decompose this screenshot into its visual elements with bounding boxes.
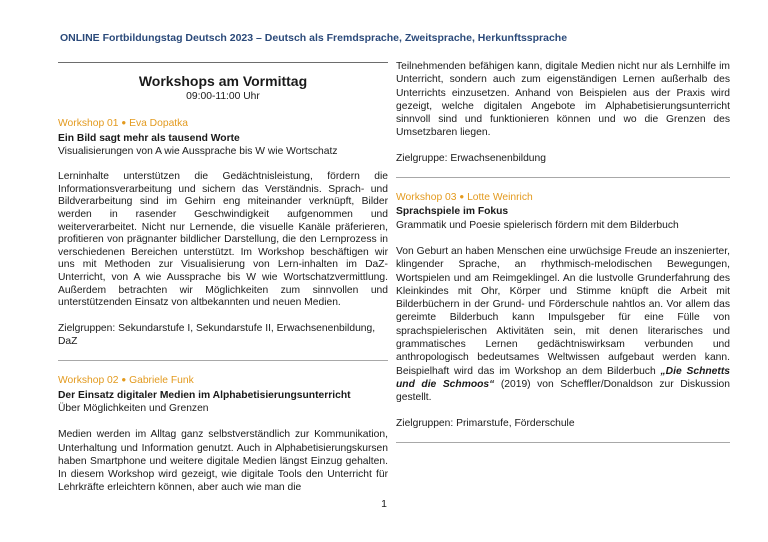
section-divider	[58, 360, 388, 361]
page-number: 1	[381, 498, 387, 510]
workshop-description: Lerninhalte unterstützen die Gedächtnisleistung, fördern die Informationsverarbeitung und sichern das Verständnis. Sprach- und Bildverarbeitung sind im Gehirn eng miteinander verknüpft, Bilder werden in rasender Geschwindigkeit aufgenommen und weiterverarbeitet. Nicht nur Lernende, die visuelle Kanäle präferieren, profitieren von prägnanter bildlicher Darstellung, die den Lernprozess in verschiedenen Bereichen unterstützt. Im Workshop beschäftigen wir uns mit Methoden zur Visualisierung von Lern-inhalten im DaZ-Unterricht, von A wie Aussprache bis W wie Wortschatzvermittlung. Außerdem betrachten wir Möglichkeiten zum sinnvollen und unterstützenden Einsatz von altbekannten und neuen Medien.	[58, 171, 388, 309]
workshop-title: Ein Bild sagt mehr als tausend Worte	[58, 132, 240, 144]
workshop-subtitle: Visualisierungen von A wie Aussprache bis W wie Wortschatz	[58, 145, 338, 157]
section-time: 09:00-11:00 Uhr	[186, 91, 260, 102]
description-text: Von Geburt an haben Menschen eine urwüchsige Freude an inszenierter, klingender Sprache, an rhythmisch-melodischen Bewegungen, Wortspielen und am Reimgeklingel. An die lustvolle Grunderfahrung des Kleinkindes mit Ohr, Körper und Stimme knüpft die Arbeit mit Bilderbüchern in der Grund- und Förderschule nahtlos an. Vor allem das gereimte Bilderbuch kann Impulsgeber für eine Fülle von sprachspielerischen Aktivitäten sein, mit denen literarisches und grammatisches Lernen gedächtniswirksam verbunden und anthropologisch bedeutsames Weltwissen aufgebaut werden kann. Beispielhaft wird das im Workshop an dem Bilderbuch	[396, 245, 730, 377]
workshop-03	[396, 190, 730, 430]
workshop-subtitle: Grammatik und Poesie spielerisch fördern mit dem Bilderbuch	[396, 219, 679, 231]
right-column	[396, 60, 730, 455]
workshop-presenter: Gabriele Funk	[129, 375, 194, 387]
workshop-subtitle: Über Möglichkeiten und Grenzen	[58, 402, 209, 414]
bullet-dot-icon: ●	[459, 192, 465, 202]
workshop-label: Workshop 02	[58, 375, 119, 387]
workshop-02	[58, 373, 388, 494]
top-rule	[58, 62, 388, 63]
workshop-description-continued: Teilnehmenden befähigen kann, digitale Medien nicht nur als Lernhilfe im Unterricht, sondern auch zum eigenständigen Lernen außerhalb des Unterrichts einzusetzen. Anhand von Beispielen aus der Praxis wird gezeigt, welche digitalen Angebote im Alphabetisierungsunterricht sinnvoll sind und funktionieren können und wo die Grenzen des Umsetzbaren liegen.	[396, 61, 730, 139]
workshop-label: Workshop 03	[396, 192, 457, 204]
section-divider	[396, 177, 730, 178]
workshop-target-group: Zielgruppen: Sekundarstufe I, Sekundarstufe II, Erwachsenenbildung, DaZ	[58, 322, 376, 348]
section-title: Workshops am Vormittag	[138, 73, 308, 89]
book-title: „Die Schnetts und die Schmoos“	[396, 365, 730, 390]
workshop-header	[58, 373, 388, 387]
workshop-description	[396, 245, 730, 405]
workshop-description: Medien werden im Alltag ganz selbstverständlich zur Kommunikation, Unterhaltung und Information genutzt. Auch in Alphabetisierungskursen haben Smartphone und weitere digitale Medien längst Einzug gehalten. In diesem Workshop wird gezeigt, wie digitale Tools den Unterricht für Lehrkräfte erleichtern können, aber auch wie man die	[58, 429, 388, 494]
left-column	[58, 62, 388, 507]
workshop-target-group: Zielgruppen: Primarstufe, Förderschule	[396, 417, 575, 429]
workshop-title: Der Einsatz digitaler Medien im Alphabetisierungsunterricht	[58, 389, 351, 401]
running-header: ONLINE Fortbildungstag Deutsch 2023 – Deutsch als Fremdsprache, Zweitsprache, Herkunftssprache	[60, 32, 568, 44]
workshop-presenter: Eva Dopatka	[129, 118, 189, 130]
workshop-01	[58, 116, 388, 348]
workshop-header	[58, 116, 388, 130]
section-divider	[396, 442, 730, 443]
workshop-target-group: Zielgruppe: Erwachsenenbildung	[396, 152, 546, 164]
description-text: (2019) von Scheffler/Donaldson zur Diskussion gestellt.	[396, 378, 730, 404]
bullet-dot-icon: ●	[121, 118, 127, 128]
workshop-label: Workshop 01	[58, 118, 119, 130]
workshop-header	[396, 190, 730, 204]
bullet-dot-icon: ●	[121, 375, 127, 385]
workshop-title: Sprachspiele im Fokus	[396, 206, 509, 218]
workshop-presenter: Lotte Weinrich	[467, 192, 533, 204]
